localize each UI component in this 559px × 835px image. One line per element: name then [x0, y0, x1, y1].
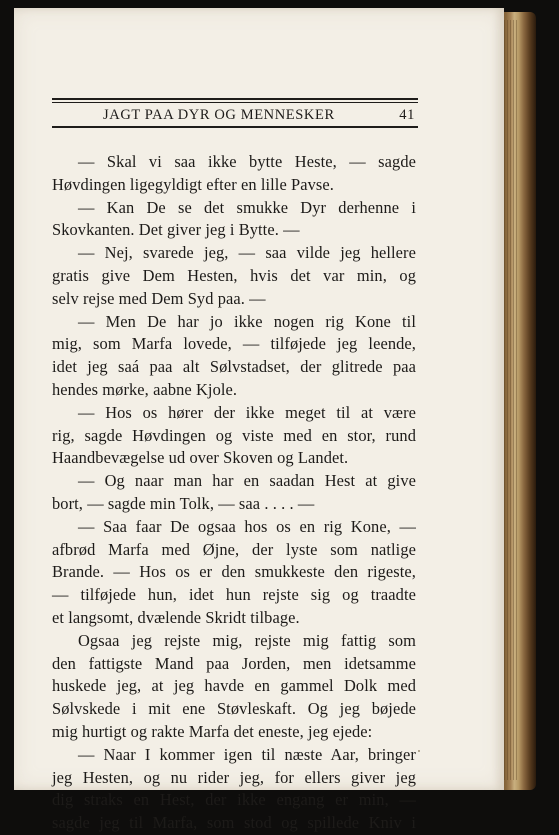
text-line: Sølvskede i mit ene Støvleskaft. Og jeg bøjede	[52, 699, 416, 719]
paragraph	[52, 516, 416, 630]
text-line: dig straks en Hest, der ikke engang er min, —	[52, 790, 416, 810]
header-row	[52, 106, 418, 124]
paragraph	[52, 311, 416, 402]
text-line: — Naar I kommer igen til næste Aar, bringer	[78, 744, 416, 764]
text-line: — Hos os hører der ikke meget til at være	[78, 402, 416, 422]
header-rule-top	[52, 98, 418, 103]
page	[14, 8, 504, 833]
paragraph	[52, 630, 416, 744]
body-text	[52, 151, 416, 835]
text-line: — Og naar man har en saadan Hest at give	[78, 471, 416, 491]
text-line: — Kan De se det smukke Dyr derhenne i	[78, 197, 416, 217]
header-rule-bottom	[52, 126, 418, 128]
text-line: Høvdingen ligegyldigt efter en lille Pavse.	[52, 174, 334, 194]
text-line: selv rejse med Dem Syd paa. —	[52, 288, 266, 308]
paragraph	[52, 151, 416, 197]
text-line: Haandbevægelse ud over Skoven og Landet.	[52, 448, 349, 468]
paragraph	[52, 470, 416, 516]
text-line: huskede jeg, at jeg havde en gammel Dolk med	[52, 676, 416, 696]
page-number: 41	[399, 107, 415, 123]
text-line: afbrød Marfa med Øjne, der lyste som natlige	[52, 539, 416, 559]
text-line: gratis give Dem Hesten, hvis det var min, og	[52, 265, 416, 285]
paper-speck	[418, 750, 420, 752]
running-head-title: JAGT PAA DYR OG MENNESKER	[103, 107, 335, 123]
text-line: idet jeg saá paa alt Sølvstadset, der glitrede paa	[52, 357, 416, 377]
text-line: hendes mørke, aabne Kjole.	[52, 379, 238, 399]
text-line: mig hurtigt og rakte Marfa det eneste, jeg ejede:	[52, 721, 373, 741]
text-line: jeg Hesten, og nu rider jeg, for ellers giver jeg	[52, 767, 416, 787]
text-line: — Saa faar De ogsaa hos os en rig Kone, —	[78, 516, 416, 536]
page-edges	[504, 20, 518, 780]
paragraph	[52, 197, 416, 243]
text-line: — Men De har jo ikke nogen rig Kone til	[78, 311, 416, 331]
text-line: — Skal vi saa ikke bytte Heste, — sagde	[78, 152, 416, 171]
text-line: — Nej, svarede jeg, — saa vilde jeg hellere	[78, 243, 416, 263]
text-line: sagde jeg til Marfa, som stod og spillede Kniv i	[52, 813, 416, 833]
text-line: Skovkanten. Det giver jeg i Bytte. —	[52, 220, 300, 240]
paragraph	[52, 242, 416, 310]
text-line: bort, — sagde min Tolk, — saa . . . . —	[52, 493, 315, 513]
paragraph	[52, 402, 416, 470]
text-line: Ogsaa jeg rejste mig, rejste mig fattig som	[78, 630, 416, 650]
text-line: Brande. — Hos os er den smukkeste den rigeste,	[52, 562, 416, 582]
running-head	[52, 98, 418, 128]
text-line: mig, som Marfa lovede, — tilføjede jeg leende,	[52, 334, 416, 354]
text-line: rig, sagde Høvdingen og viste med en stor, rund	[52, 425, 416, 445]
text-line: den fattigste Mand paa Jorden, men idetsamme	[52, 653, 416, 673]
paragraph	[52, 744, 416, 835]
text-line: et langsomt, dvælende Skridt tilbage.	[52, 607, 300, 627]
text-line: — tilføjede hun, idet hun rejste sig og traadte	[52, 585, 416, 605]
